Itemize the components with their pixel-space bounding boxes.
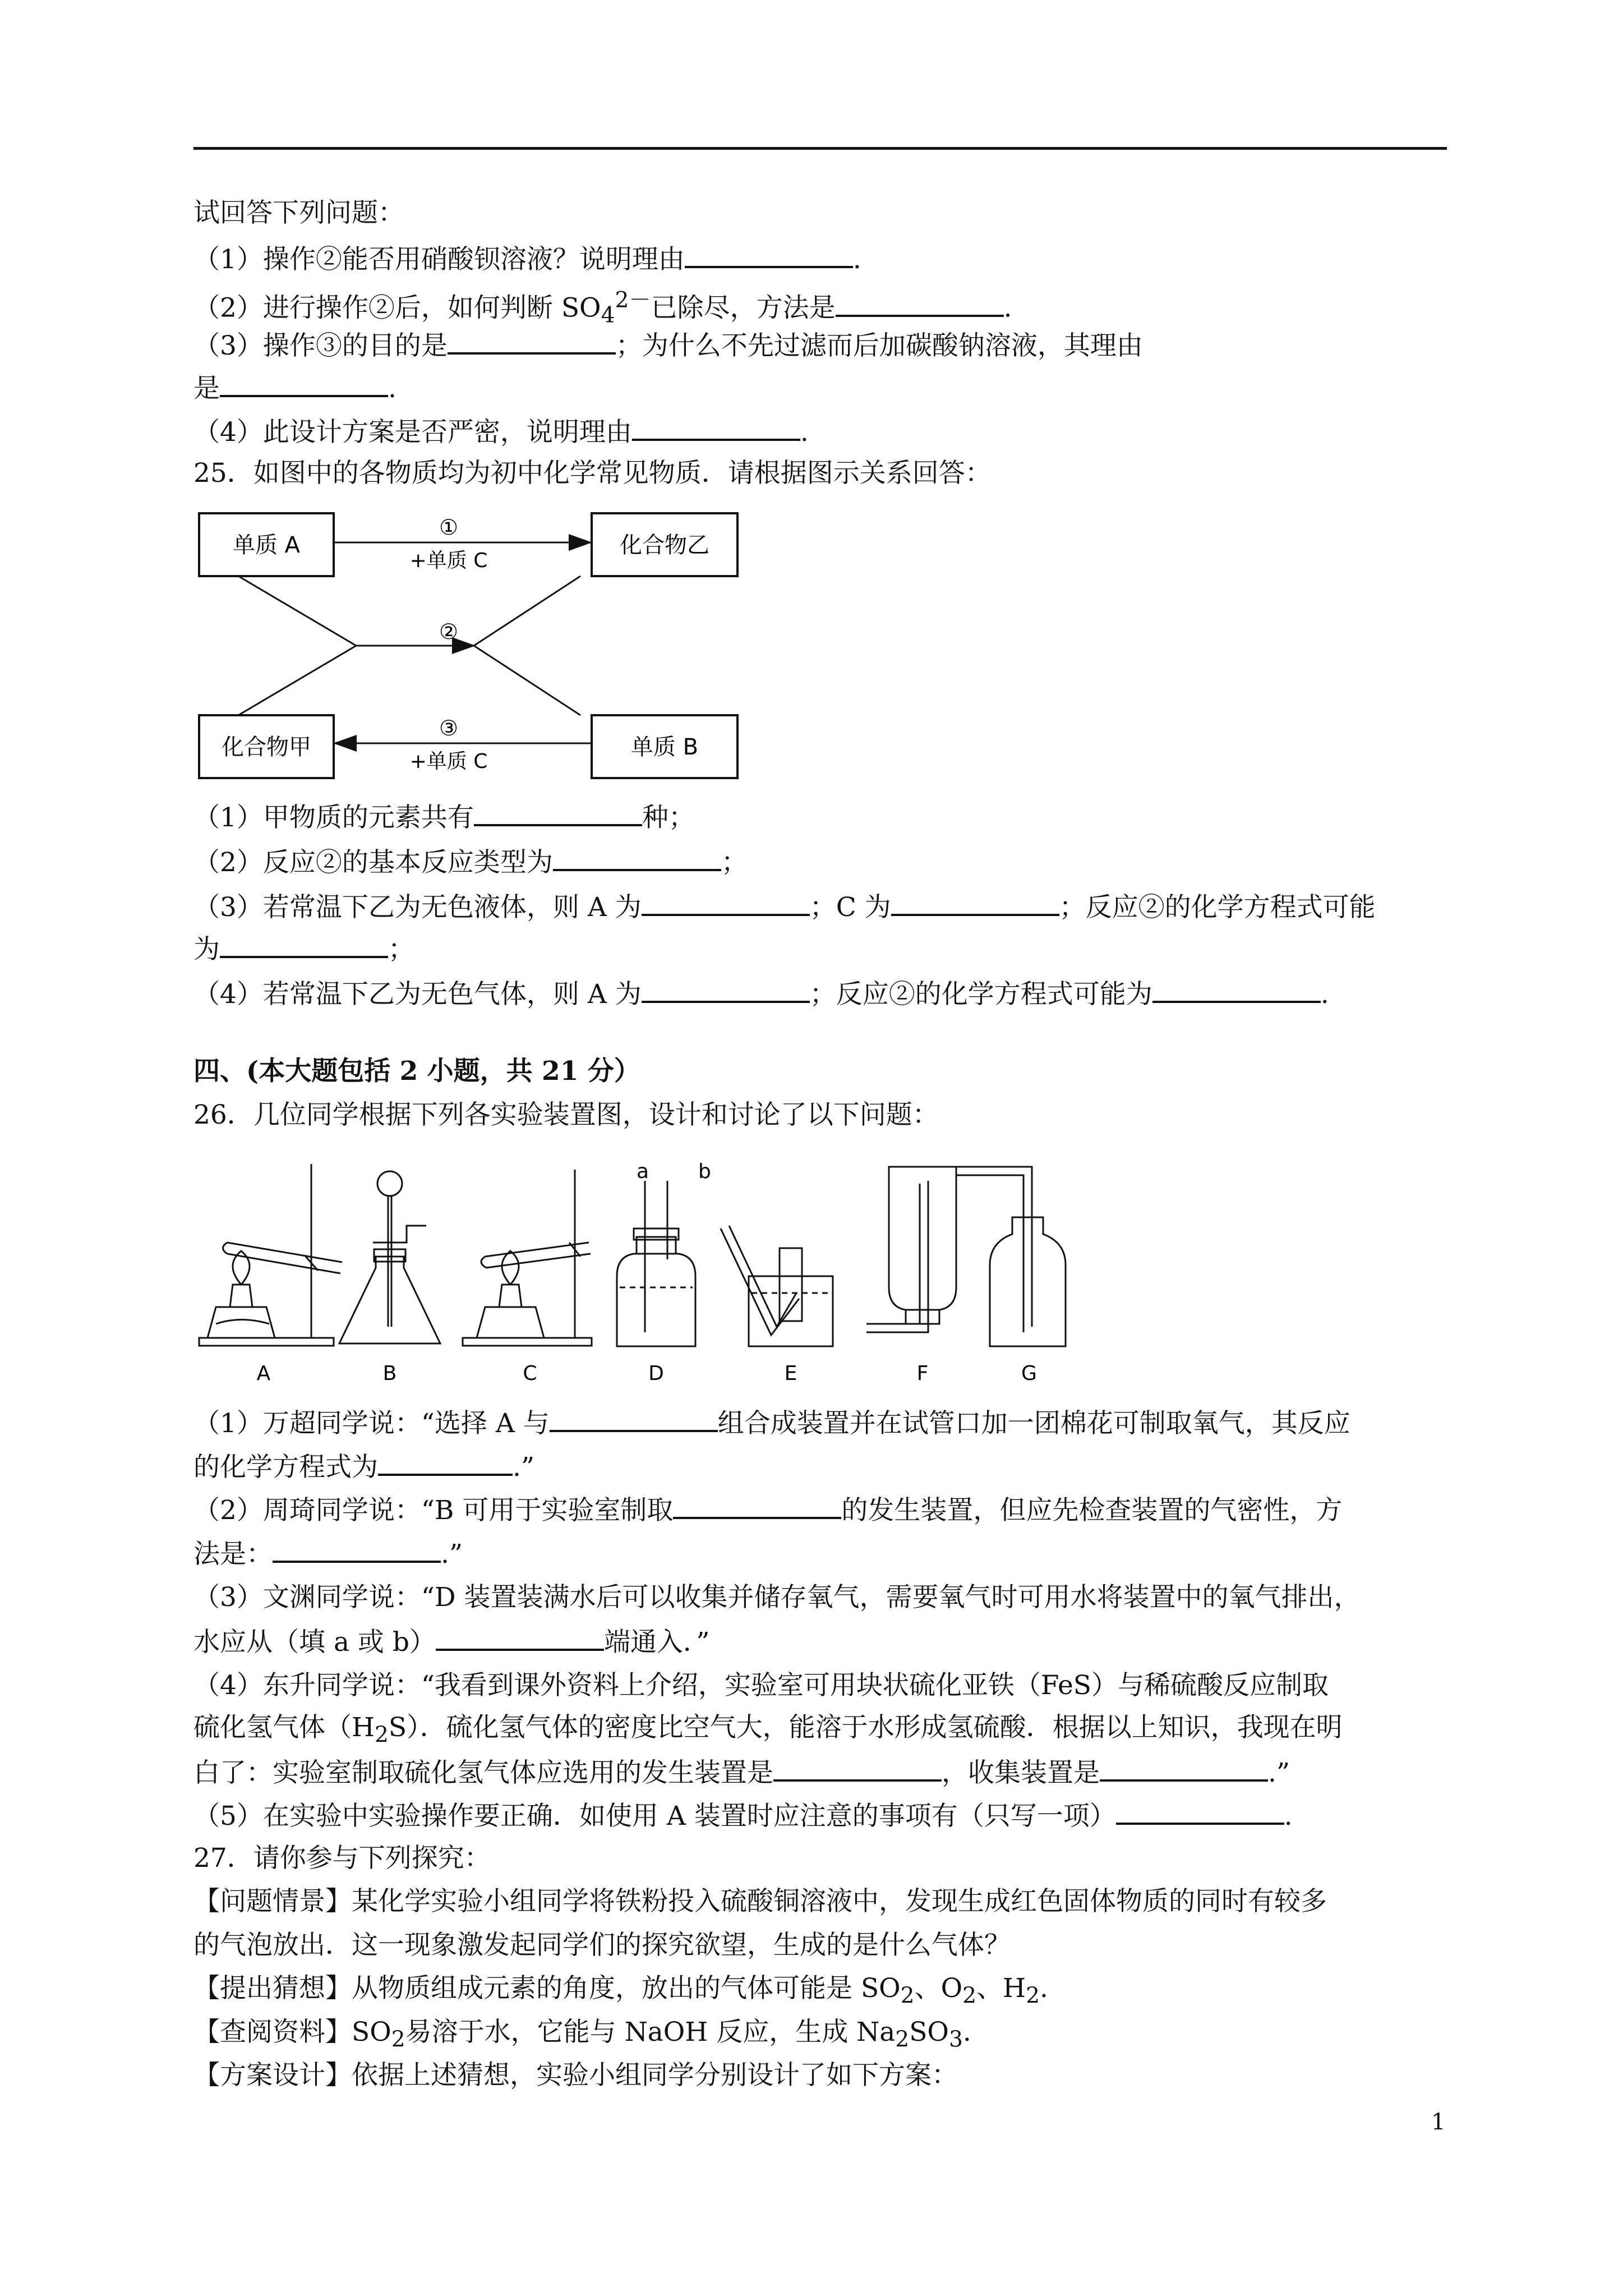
- apparatus-c: [463, 1170, 592, 1346]
- reaction-diagram: [193, 508, 743, 788]
- apparatus-d: [617, 1181, 695, 1346]
- answer-blank[interactable]: [1152, 976, 1321, 1003]
- q26-part4-cont2: 白了：实验室制取硫化氢气体应选用的发生装置是 ，收集装置是 .”: [193, 1755, 1290, 1790]
- answer-blank[interactable]: [632, 414, 800, 441]
- apparatus-f: [866, 1167, 956, 1332]
- apparatus-label-c: C: [523, 1362, 537, 1385]
- box-compound-jia-label: 化合物甲: [222, 734, 311, 760]
- answer-blank[interactable]: [836, 290, 1004, 317]
- box-substance-b-label: 单质 B: [630, 734, 699, 760]
- answer-blank[interactable]: [642, 889, 810, 916]
- q25-part4: （4）若常温下乙为无色气体，则 A 为 ；反应②的化学方程式可能为 .: [193, 976, 1329, 1011]
- answer-blank[interactable]: [436, 1624, 604, 1651]
- answer-blank[interactable]: [891, 889, 1059, 916]
- q27-line5: 【方案设计】依据上述猜想，实验小组同学分别设计了如下方案：: [193, 2060, 958, 2091]
- header-rule: [193, 147, 1447, 150]
- answer-blank[interactable]: [685, 241, 853, 268]
- reaction-1-condition: +单质 C: [409, 549, 488, 572]
- q27-line2: 的气泡放出．这一现象激发起同学们的探究欲望，生成的是什么气体？: [193, 1930, 1011, 1961]
- q27-line3: 【提出猜想】从物质组成元素的角度，放出的气体可能是 $SO_2$、$O_2$、$H_2$.: [193, 1973, 1048, 2009]
- port-b-label: b: [698, 1160, 711, 1183]
- answer-blank[interactable]: [673, 1492, 841, 1519]
- q25-part2: （2）反应②的基本反应类型为 ；: [193, 844, 748, 880]
- section-4-heading: 四、(本大题包括 2 小题，共 21 分）: [193, 1056, 640, 1087]
- q27-title: 27．请你参与下列探究：: [193, 1843, 491, 1874]
- q26-part2: （2）周琦同学说：“B 可用于实验室制取 的发生装置，但应先检查装置的气密性，方: [193, 1492, 1342, 1527]
- q24-part2: （2）进行操作②后，如何判断 $SO_4^{2-}$已除尽，方法是 .: [193, 288, 1012, 329]
- answer-blank[interactable]: [220, 370, 388, 397]
- apparatus-label-b: B: [382, 1362, 397, 1385]
- box-compound-yi-label: 化合物乙: [620, 532, 709, 558]
- q24-part4: （4）此设计方案是否严密，说明理由 .: [193, 414, 809, 449]
- q24-part3: （3）操作③的目的是 ；为什么不先过滤而后加碳酸钠溶液，其理由: [193, 328, 1143, 363]
- q25-title: 25．如图中的各物质均为初中化学常见物质．请根据图示关系回答：: [193, 458, 992, 489]
- reaction-1-number: ①: [439, 515, 459, 540]
- answer-blank[interactable]: [474, 799, 642, 826]
- answer-blank[interactable]: [220, 931, 388, 958]
- q27-line1: 【问题情景】某化学实验小组同学将铁粉投入硫酸铜溶液中，发现生成红色固体物质的同时有较多: [193, 1886, 1327, 1917]
- apparatus-label-e: E: [784, 1362, 797, 1385]
- q26-title: 26．几位同学根据下列各实验装置图，设计和讨论了以下问题：: [193, 1099, 939, 1130]
- apparatus-b: [339, 1171, 440, 1343]
- box-substance-a-label: 单质 A: [232, 532, 301, 558]
- answer-blank[interactable]: [773, 1755, 942, 1782]
- apparatus-g: [956, 1167, 1066, 1346]
- q26-part1-cont: 的化学方程式为 .”: [193, 1449, 534, 1484]
- reaction-3-number: ③: [439, 716, 459, 740]
- reaction-2-number: ②: [439, 619, 459, 644]
- q25-part1: （1）甲物质的元素共有 种；: [193, 799, 695, 835]
- q25-part3: （3）若常温下乙为无色液体，则 A 为 ；C 为 ；反应②的化学方程式可能: [193, 889, 1376, 924]
- apparatus-diagram: [193, 1158, 1158, 1394]
- apparatus-e: [721, 1226, 833, 1346]
- answer-blank[interactable]: [1100, 1755, 1268, 1782]
- intro-line: 试回答下列问题：: [193, 197, 404, 228]
- q26-part4-cont: 硫化氢气体$(H_2S)$．硫化氢气体的密度比空气大，能溶于水形成氢硫酸．根据以上知识，我现在明: [193, 1712, 1343, 1748]
- answer-blank[interactable]: [553, 844, 721, 871]
- q26-part2-cont: 法是： .”: [193, 1536, 463, 1571]
- reaction-2-right-lines: [474, 576, 580, 715]
- q26-part4: （4）东升同学说：“我看到课外资料上介绍，实验室可用块状硫化亚铁（FeS）与稀硫酸反应制取: [193, 1670, 1329, 1701]
- q26-part3-cont: 水应从（填 a 或 b） 端通入．”: [193, 1624, 709, 1659]
- q27-line4: 【查阅资料】$SO_2$易溶于水，它能与 NaOH 反应，生成 $Na_2SO_3$.: [193, 2017, 971, 2053]
- reaction-2-left-lines: [238, 576, 356, 715]
- answer-blank[interactable]: [550, 1405, 718, 1432]
- apparatus-label-a: A: [256, 1362, 271, 1385]
- answer-blank[interactable]: [1116, 1798, 1284, 1825]
- port-a-label: a: [637, 1160, 649, 1183]
- apparatus-label-g: G: [1021, 1362, 1037, 1385]
- q25-part3-cont: 为 ；: [193, 931, 414, 967]
- reaction-3-condition: +单质 C: [409, 750, 488, 773]
- q24-part3-cont: 是 .: [193, 370, 396, 406]
- apparatus-label-f: F: [916, 1362, 929, 1385]
- answer-blank[interactable]: [378, 1449, 513, 1476]
- q26-part5: （5）在实验中实验操作要正确．如使用 A 装置时应注意的事项有（只写一项） .: [193, 1798, 1293, 1833]
- q26-part3: （3）文渊同学说：“D 装置装满水后可以收集并储存氧气，需要氧气时可用水将装置中的氧气排出，: [193, 1582, 1361, 1613]
- page-number: 1: [1431, 2109, 1446, 2135]
- answer-blank[interactable]: [642, 976, 810, 1003]
- answer-blank[interactable]: [273, 1536, 441, 1563]
- q26-part1: （1）万超同学说：“选择 A 与 组合成装置并在试管口加一团棉花可制取氧气，其反应: [193, 1405, 1350, 1441]
- q24-part1: （1）操作②能否用硝酸钡溶液？说明理由 .: [193, 241, 861, 277]
- answer-blank[interactable]: [448, 328, 616, 355]
- apparatus-label-d: D: [648, 1362, 664, 1385]
- apparatus-a: [199, 1164, 342, 1346]
